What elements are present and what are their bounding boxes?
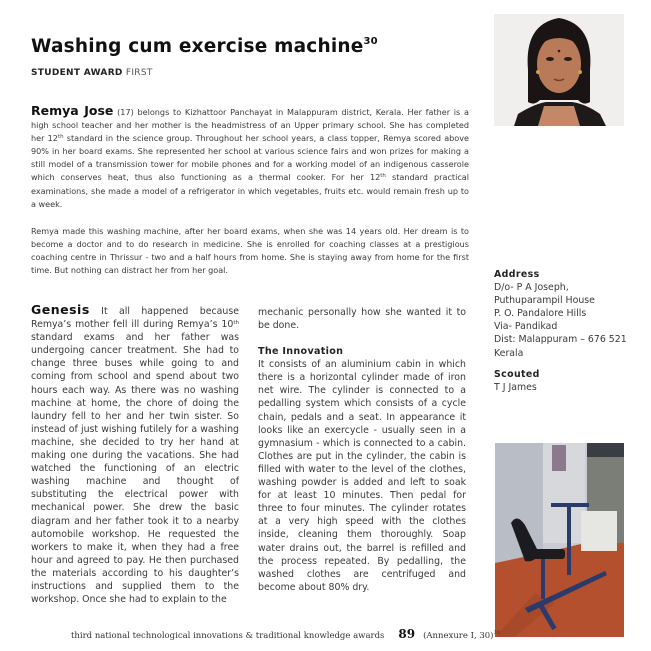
address-line: D/o- P A Joseph, — [494, 282, 569, 294]
machine-photo — [495, 443, 624, 637]
award-line — [31, 68, 153, 78]
page-number: 89 — [398, 627, 416, 641]
intro-text-1: (17) belongs to Kizhattoor Panchayat in Malappuram district, Kerala. Her father is a high school teacher and her mother is the headmistress of an Upper primary school. She has completed her 12 — [31, 107, 469, 144]
address-line: Puthuparampil House — [494, 295, 595, 307]
genesis-sup: th — [233, 320, 239, 327]
footer-text: third national technological innovations & traditional knowledge awards — [71, 631, 385, 641]
innovation-heading: The Innovation — [258, 346, 344, 358]
award-rank: FIRST — [125, 68, 153, 78]
title-footnote: 30 — [363, 36, 378, 47]
address-line: Dist: Malappuram – 676 521 — [494, 334, 627, 346]
address-heading: Address — [494, 269, 540, 280]
genesis-heading: Genesis — [31, 302, 90, 317]
genesis-continued: mechanic personally how she wanted it to be done. — [258, 307, 466, 332]
address-line: Kerala — [494, 347, 524, 359]
footer-annex: (Annexure I, 30) — [423, 631, 494, 641]
innovator-name: Remya Jose — [31, 103, 114, 118]
intro-text-3: standard practical examinations, she made a model of a refrigerator in which vegetables, fruits etc. would remain fresh up to a week. — [31, 172, 469, 209]
page-title — [31, 36, 378, 57]
address-line: P. O. Pandalore Hills — [494, 308, 587, 320]
portrait-photo — [494, 14, 624, 126]
footer-sup: 30 — [493, 630, 500, 636]
right-column — [258, 306, 466, 594]
genesis-text-1: It all happened because Remya’s mother fell ill during Remya’s 10 — [31, 306, 239, 331]
address-block — [494, 268, 627, 394]
page-footer — [71, 627, 500, 641]
genesis-section — [31, 303, 239, 606]
genesis-text-2: standard exams and her father was undergoing cancer treatment. She had to change three buses while going to and coming from school and spend about two hours each way. As there was no washing machine at home, the chore of doing the laundry fell to her and her twin sister. So instead of just wishing futilely for a washing machine, she decided to try her hand at making one during the vacations. She had watched the functioning of an electric washing machine and thought of substituting the electrical power with mechanical power. She drew the basic diagram and her father took it to a nearby automobile workshop. He requested the workers to make it, when they had a free hour and agreed to pay. He then purchased the materials according to his daughter’s instructions and supplied them to the workshop. Once she had to explain to the — [31, 332, 239, 606]
dream-paragraph: Remya made this washing machine, after her board exams, when she was 14 years old. Her dream is to become a doctor and to do research in medicine. She is enrolled for coaching classes at a prestigious coaching centre in Thrissur - two and a half hours from home. She is staying away from home for the first time. But nothing can distract her from her goal. — [31, 226, 469, 276]
intro-sup-2: th — [380, 173, 386, 180]
title-text: Washing cum exercise machine — [31, 36, 364, 57]
intro-text-2: standard in the science group. Throughout her school years, a class topper, Remya scored above 90% in her board exams. She represented her school at various science fairs and won prizes for making a still model of a transmission tower for mobile phones and for a working model of an indigenous casserole which conserves heat, thus also functioning as a thermal cooker. For her 12 — [31, 133, 470, 183]
award-label: STUDENT AWARD — [31, 68, 123, 78]
innovation-text: It consists of an aluminium cabin in which there is a horizontal cylinder made of iron net wire. The cylinder is connected to a pedalling system which consists of a cycle chain, pedals and a seat. In appearance it looks like an exercycle - usually seen in a gymnasium - which is connected to a cabin. Clothes are put in the cylinder, the cabin is filled with water to the level of the clothes, washing powder is added and left to soak for at least 10 minutes. Then pedal for three to four minutes. The cylinder rotates at a very high speed with the clothes inside, cleaning them thoroughly. Soap water drains out, the barrel is refilled and the process repeated. By pedalling, the washed clothes are centrifuged and become about 80% dry. — [258, 359, 466, 593]
scouted-name: T J James — [494, 381, 537, 393]
intro-paragraph — [31, 104, 469, 211]
portrait-illustration — [494, 14, 624, 126]
machine-illustration — [495, 443, 624, 637]
intro-sup-1: th — [57, 134, 64, 141]
address-line: Via- Pandikad — [494, 321, 558, 333]
scouted-heading: Scouted — [494, 368, 540, 380]
